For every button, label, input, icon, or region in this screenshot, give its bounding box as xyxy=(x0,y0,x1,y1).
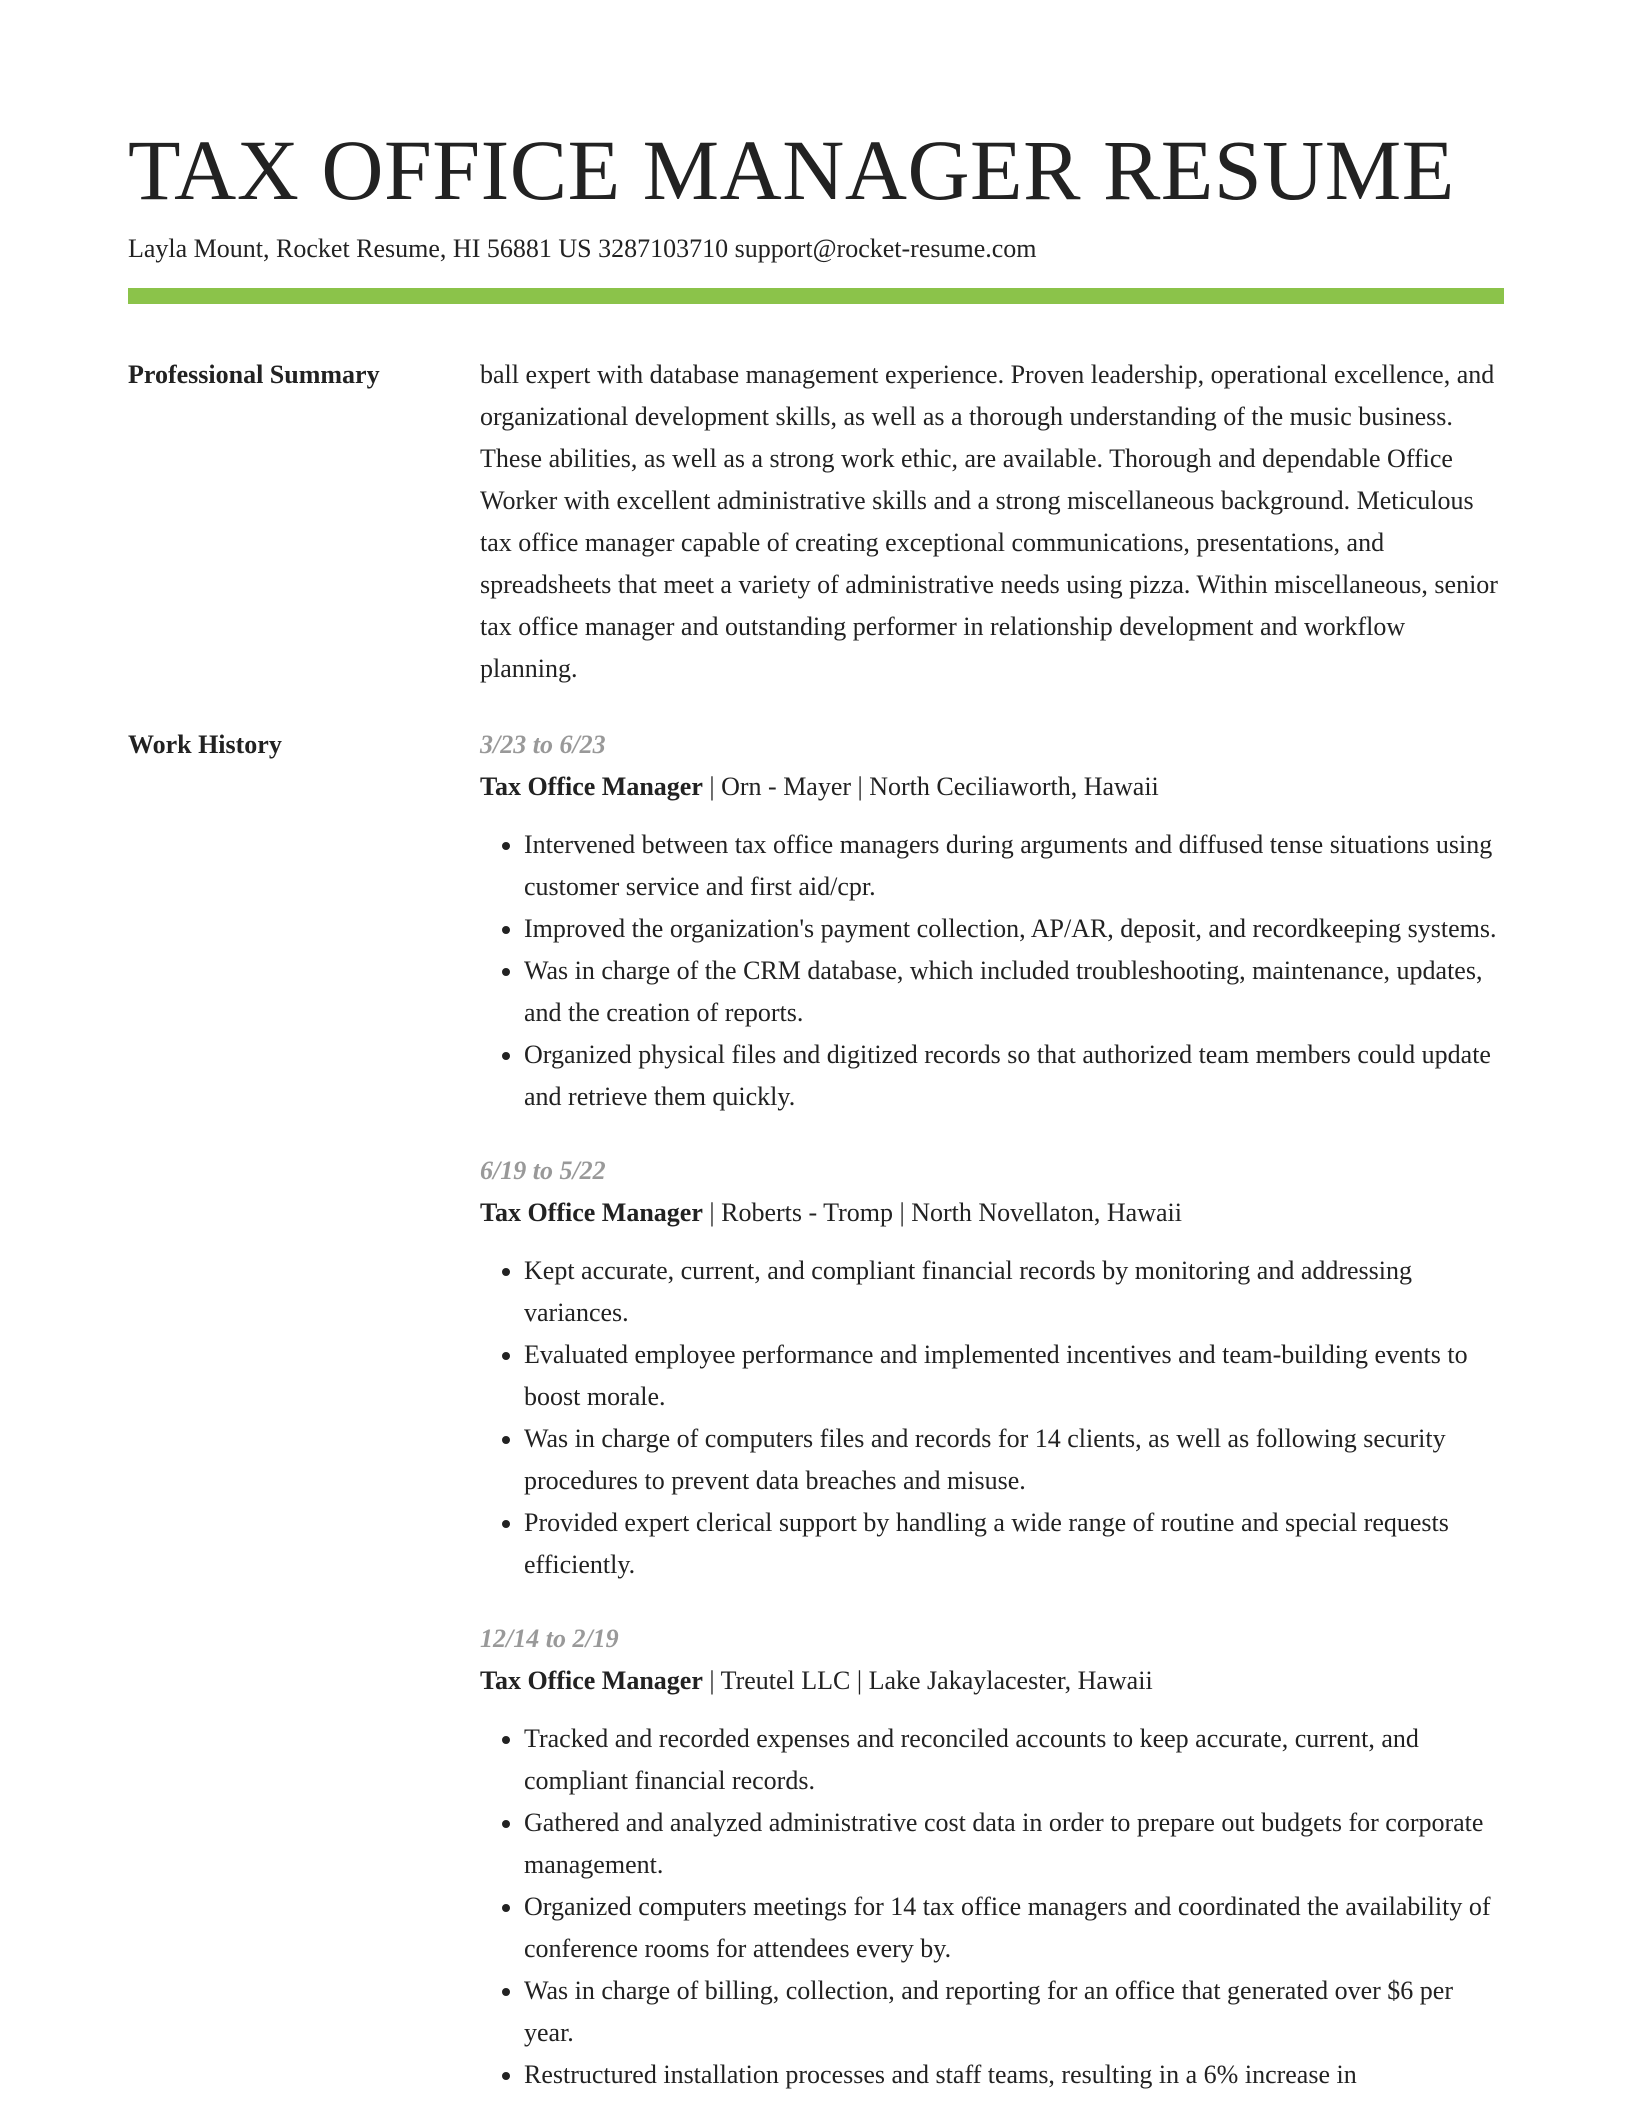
job-heading xyxy=(480,766,1504,808)
job-bullet: • Was in charge of the CRM database, which included troubleshooting, maintenance, updates, and the creation of reports. xyxy=(524,950,1504,1034)
job-bullet: • Gathered and analyzed administrative cost data in order to prepare out budgets for corporate management. xyxy=(524,1802,1504,1886)
job-role: Tax Office Manager xyxy=(480,1198,703,1227)
job-bullet: • Intervened between tax office managers during arguments and diffused tense situations using customer service and first aid/cpr. xyxy=(524,824,1504,908)
job-bullets xyxy=(480,1250,1504,1586)
job-bullets xyxy=(480,1718,1504,2096)
job-bullet: • Kept accurate, current, and compliant financial records by monitoring and addressing variances. xyxy=(524,1250,1504,1334)
job-dates: 12/14 to 2/19 xyxy=(480,1624,619,1653)
resume-title: TAX OFFICE MANAGER RESUME xyxy=(128,122,1455,218)
job-bullet: • Evaluated employee performance and implemented incentives and team-building events to boost morale. xyxy=(524,1334,1504,1418)
job-entry xyxy=(480,724,1504,1118)
job-role: Tax Office Manager xyxy=(480,1666,703,1695)
job-employer-location: | Orn - Mayer | North Ceciliaworth, Hawaii xyxy=(702,772,1159,801)
job-dates: 6/19 to 5/22 xyxy=(480,1156,606,1185)
job-heading xyxy=(480,1192,1504,1234)
job-role: Tax Office Manager xyxy=(480,772,703,801)
job-bullet: • Provided expert clerical support by handling a wide range of routine and special requests efficiently. xyxy=(524,1502,1504,1586)
job-bullet: • Was in charge of computers files and records for 14 clients, as well as following security procedures to prevent data breaches and misuse. xyxy=(524,1418,1504,1502)
job-bullets xyxy=(480,824,1504,1118)
work-history-section xyxy=(128,724,1504,2128)
job-entry xyxy=(480,1150,1504,1586)
contact-email: support@rocket-resume.com xyxy=(734,234,1037,263)
professional-summary-section xyxy=(128,354,1504,690)
job-bullet: • Improved the organization's payment collection, AP/AR, deposit, and recordkeeping systems. xyxy=(524,908,1504,950)
contact-phone: 3287103710 xyxy=(598,234,729,263)
contact-name-address: Layla Mount, Rocket Resume, HI 56881 US xyxy=(128,234,592,263)
job-entry xyxy=(480,1618,1504,2096)
job-employer-location: | Treutel LLC | Lake Jakaylacester, Hawaii xyxy=(702,1666,1153,1695)
job-bullet: • Organized physical files and digitized records so that authorized team members could update and retrieve them quickly. xyxy=(524,1034,1504,1118)
job-list xyxy=(480,724,1504,2128)
accent-divider xyxy=(128,288,1504,304)
resume-page xyxy=(128,120,1504,2128)
job-dates: 3/23 to 6/23 xyxy=(480,730,606,759)
contact-line xyxy=(128,232,1504,266)
section-label-summary: Professional Summary xyxy=(128,360,380,389)
section-label-work-history: Work History xyxy=(128,730,282,759)
job-heading xyxy=(480,1660,1504,1702)
job-bullet: • Tracked and recorded expenses and reconciled accounts to keep accurate, current, and compliant financial records. xyxy=(524,1718,1504,1802)
job-employer-location: | Roberts - Tromp | North Novellaton, Hawaii xyxy=(702,1198,1182,1227)
job-bullet: • Organized computers meetings for 14 tax office managers and coordinated the availability of conference rooms for attendees every by. xyxy=(524,1886,1504,1970)
job-bullet: • Was in charge of billing, collection, and reporting for an office that generated over $6 per year. xyxy=(524,1970,1504,2054)
summary-text: ball expert with database management experience. Proven leadership, operational excellence, and organizational development skills, as well as a thorough understanding of the music business. These abilities, as well as a strong work ethic, are available. Thorough and dependable Office Worker with excellent administrative skills and a strong miscellaneous background. Meticulous tax office manager capable of creating exceptional communications, presentations, and spreadsheets that meet a variety of administrative needs using pizza. Within miscellaneous, senior tax office manager and outstanding performer in relationship development and workflow planning. xyxy=(480,360,1498,683)
job-bullet: • Restructured installation processes and staff teams, resulting in a 6% increase in xyxy=(524,2054,1504,2096)
